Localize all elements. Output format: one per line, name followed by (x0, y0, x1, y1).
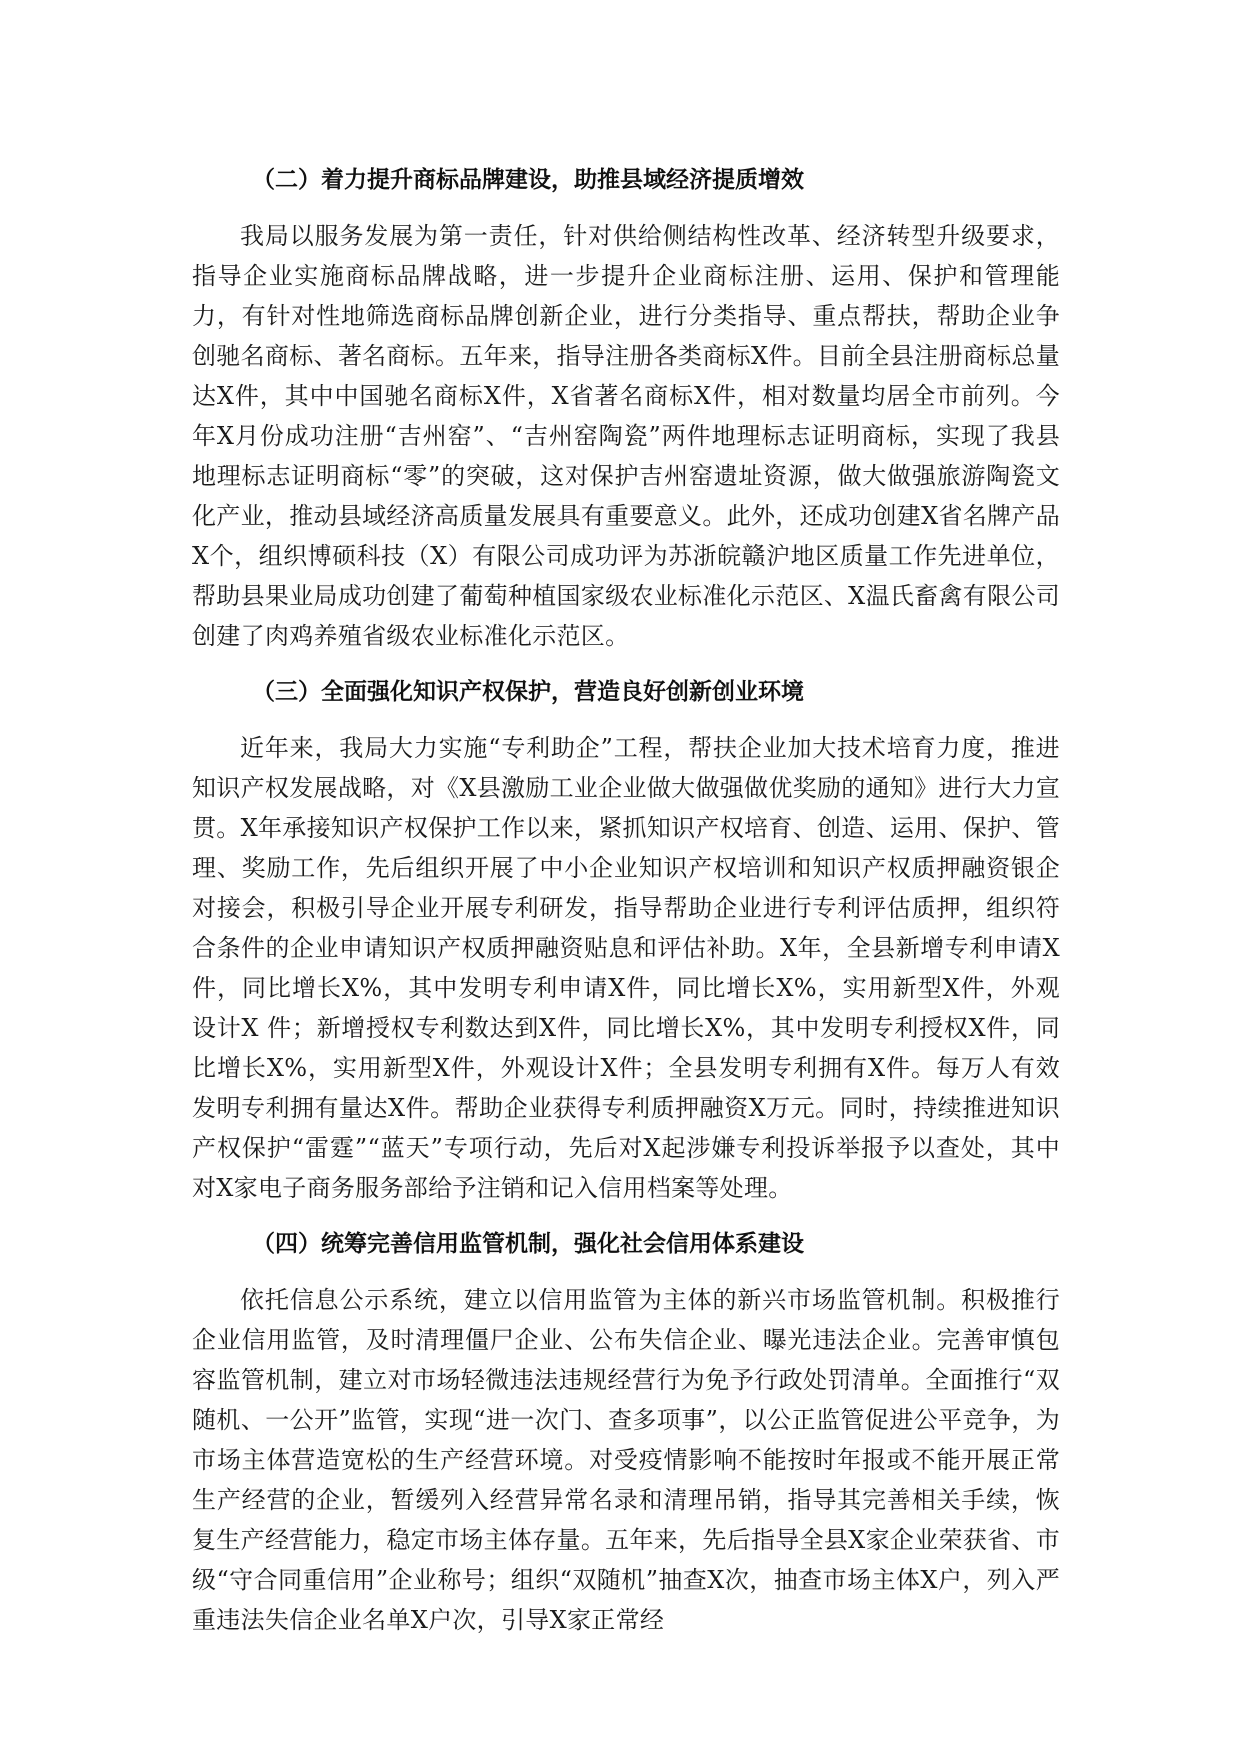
section-paragraph-4: 依托信息公示系统，建立以信用监管为主体的新兴市场监管机制。积极推行企业信用监管，及时清理僵尸企业、公布失信企业、曝光违法企业。完善审慎包容监管机制，建立对市场轻微违法违规经营行为免予行政处罚清单。全面推行“双随机、一公开”监管，实现“进一次门、查多项事”，以公正监管促进公平竞争，为市场主体营造宽松的生产经营环境。对受疫情影响不能按时年报或不能开展正常生产经营的企业，暂缓列入经营异常名录和清理吊销，指导其完善相关手续，恢复生产经营能力，稳定市场主体存量。五年来，先后指导全县X家企业荣获省、市级“守合同重信用”企业称号；组织“双随机”抽查X次，抽查市场主体X户，列入严重违法失信企业名单X户次，引导X家正常经 (192, 1286, 1060, 1634)
section-heading-3: （三）全面强化知识产权保护，营造良好创新创业环境 (252, 679, 804, 705)
section-heading-2: （二）着力提升商标品牌建设，助推县域经济提质增效 (252, 167, 804, 193)
document-body (192, 160, 1060, 1640)
section-heading-4: （四）统筹完善信用监管机制，强化社会信用体系建设 (252, 1231, 804, 1257)
section-paragraph-2: 我局以服务发展为第一责任，针对供给侧结构性改革、经济转型升级要求，指导企业实施商标品牌战略，进一步提升企业商标注册、运用、保护和管理能力，有针对性地筛选商标品牌创新企业，进行分类指导、重点帮扶，帮助企业争创驰名商标、著名商标。五年来，指导注册各类商标X件。目前全县注册商标总量达X件，其中中国驰名商标X件，X省著名商标X件，相对数量均居全市前列。今年X月份成功注册“吉州窑”、“吉州窑陶瓷”两件地理标志证明商标，实现了我县地理标志证明商标“零”的突破，这对保护吉州窑遗址资源，做大做强旅游陶瓷文化产业，推动县域经济高质量发展具有重要意义。此外，还成功创建X省名牌产品X个，组织博硕科技（X）有限公司成功评为苏浙皖赣沪地区质量工作先进单位，帮助县果业局成功创建了葡萄种植国家级农业标准化示范区、X温氏畜禽有限公司创建了肉鸡养殖省级农业标准化示范区。 (192, 222, 1060, 650)
section-paragraph-3: 近年来，我局大力实施“专利助企”工程，帮扶企业加大技术培育力度，推进知识产权发展战略，对《X县激励工业企业做大做强做优奖励的通知》进行大力宣贯。X年承接知识产权保护工作以来，紧抓知识产权培育、创造、运用、保护、管理、奖励工作，先后组织开展了中小企业知识产权培训和知识产权质押融资银企对接会，积极引导企业开展专利研发，指导帮助企业进行专利评估质押，组织符合条件的企业申请知识产权质押融资贴息和评估补助。X年，全县新增专利申请X件，同比增长X%，其中发明专利申请X件，同比增长X%，实用新型X件，外观设计X 件；新增授权专利数达到X件，同比增长X%，其中发明专利授权X件，同比增长X%，实用新型X件，外观设计X件；全县发明专利拥有X件。每万人有效发明专利拥有量达X件。帮助企业获得专利质押融资X万元。同时，持续推进知识产权保护“雷霆”“蓝天”专项行动，先后对X起涉嫌专利投诉举报予以查处，其中对X家电子商务服务部给予注销和记入信用档案等处理。 (192, 734, 1060, 1202)
